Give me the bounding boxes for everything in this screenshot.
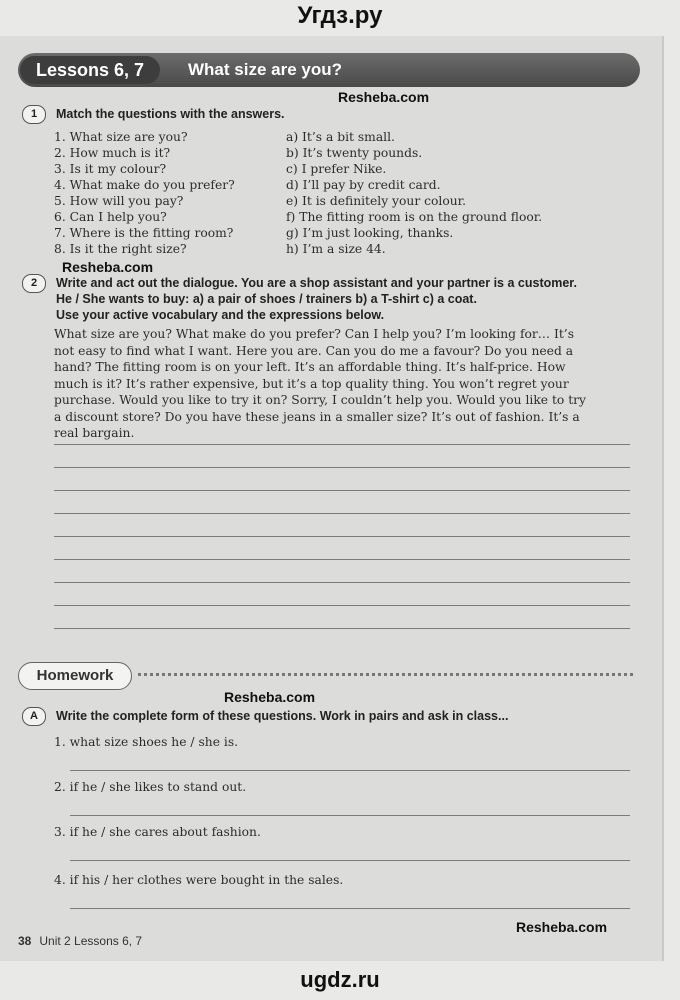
answer-item: c) I prefer Nike.	[286, 162, 387, 176]
answer-item: f) The fitting room is on the ground floor.	[286, 210, 543, 224]
exercise-a-instruction: Write the complete form of these questions. Work in pairs and ask in class...	[56, 709, 509, 723]
answer-item: e) It is definitely your colour.	[286, 194, 467, 208]
exercise-a-number: A	[22, 707, 46, 726]
watermark: Resheba.com	[338, 89, 430, 105]
footer-unit-text: Unit 2 Lessons 6, 7	[39, 934, 143, 948]
site-header: Угдз.ру	[297, 2, 383, 29]
answer-item: h) I’m a size 44.	[286, 242, 386, 256]
exercise-2-number: 2	[22, 274, 46, 293]
writing-line	[54, 513, 630, 514]
question-item: 3. Is it my colour?	[54, 162, 167, 176]
expressions-paragraph: What size are you? What make do you prefer? Can I help you? I’m looking for… It’s not easy to find what I want. Here you are. Can you do me a favour? Do you need a hand? The fitting room is on your left. It’s an affordable thing. It’s half-price. How much is it? It’s rather expensive, but it’s a top quality thing. You won’t regret your purchase. Would you like to try it on? Sorry, I couldn’t help you. Would you like to try a discount store? Do you have these jeans in a smaller size? It’s out of fashion. It’s a real bargain.	[54, 327, 586, 440]
exercise-1-instruction: Match the questions with the answers.	[56, 107, 285, 121]
writing-line	[54, 444, 630, 445]
question-item: 6. Can I help you?	[54, 210, 167, 224]
dotted-divider	[138, 673, 633, 676]
question-item: 1. What size are you?	[54, 130, 188, 144]
homework-question: 4. if his / her clothes were bought in the sales.	[54, 873, 344, 887]
homework-label: Homework	[18, 662, 132, 690]
exercise-2-instruction-line: Use your active vocabulary and the expressions below.	[56, 308, 385, 322]
answer-line	[70, 860, 630, 861]
writing-line	[54, 605, 630, 606]
homework-question: 2. if he / she likes to stand out.	[54, 780, 247, 794]
watermark: Resheba.com	[224, 689, 316, 705]
lesson-number: Lessons 6, 7	[20, 56, 160, 84]
writing-line	[54, 582, 630, 583]
site-footer: ugdz.ru	[300, 967, 380, 992]
question-item: 8. Is it the right size?	[54, 242, 187, 256]
homework-question: 1. what size shoes he / she is.	[54, 735, 239, 749]
page-footer	[18, 934, 142, 948]
answer-item: a) It’s a bit small.	[286, 130, 395, 144]
question-item: 7. Where is the fitting room?	[54, 226, 234, 240]
answer-item: g) I’m just looking, thanks.	[286, 226, 454, 240]
question-item: 5. How will you pay?	[54, 194, 184, 208]
exercise-1-number: 1	[22, 105, 46, 124]
exercise-2-instruction-line: Write and act out the dialogue. You are a shop assistant and your partner is a customer.	[56, 276, 577, 290]
homework-question: 3. if he / she cares about fashion.	[54, 825, 261, 839]
answer-item: d) I’ll pay by credit card.	[286, 178, 441, 192]
page-number: 38	[18, 934, 32, 948]
lesson-title: What size are you?	[188, 60, 342, 79]
watermark: Resheba.com	[516, 919, 608, 935]
writing-line	[54, 536, 630, 537]
exercise-2-instruction-line: He / She wants to buy: a) a pair of shoes / trainers b) a T-shirt c) a coat.	[56, 292, 477, 306]
answer-line	[70, 908, 630, 909]
question-item: 4. What make do you prefer?	[54, 178, 235, 192]
writing-line	[54, 559, 630, 560]
answer-line	[70, 815, 630, 816]
question-item: 2. How much is it?	[54, 146, 171, 160]
writing-line	[54, 467, 630, 468]
writing-line	[54, 490, 630, 491]
writing-line	[54, 628, 630, 629]
answer-line	[70, 770, 630, 771]
watermark: Resheba.com	[62, 259, 154, 275]
answer-item: b) It’s twenty pounds.	[286, 146, 423, 160]
